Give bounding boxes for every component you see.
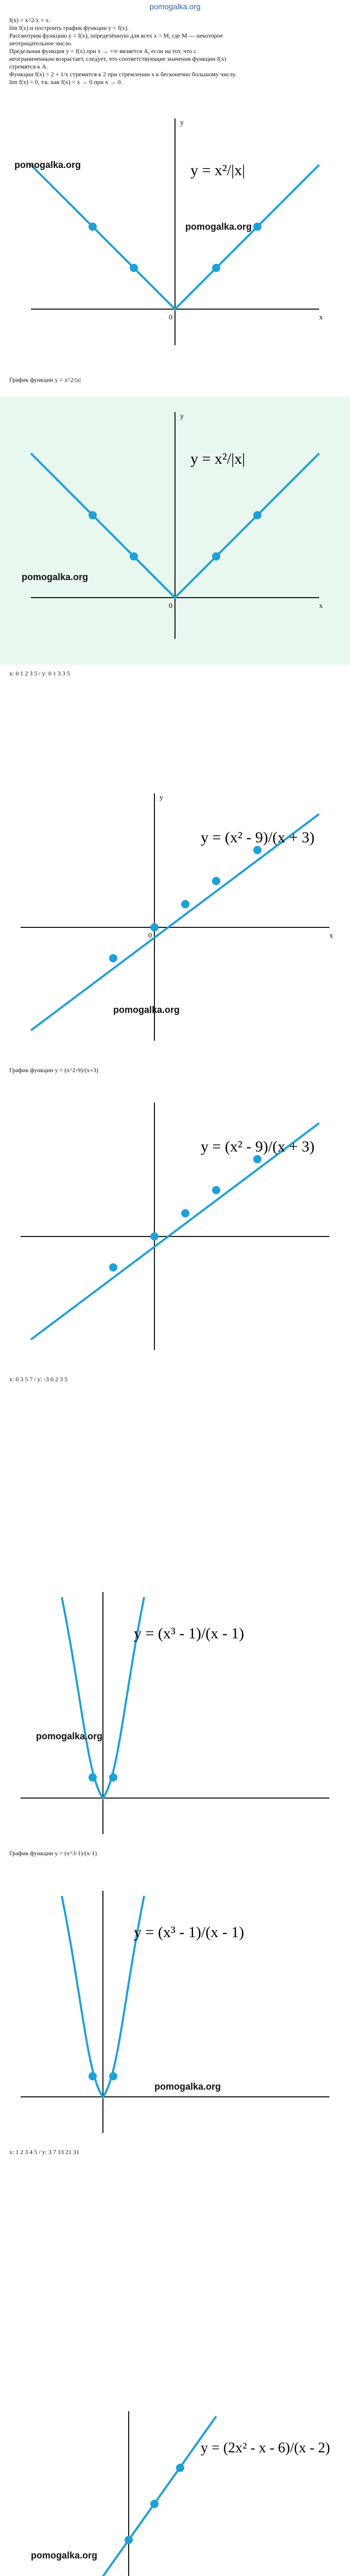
line-4: неотрицательное число.: [9, 40, 73, 47]
point-c: [212, 264, 220, 272]
graph-4: [0, 1082, 350, 1370]
svg-text:y = (2x² - x - 6)/(x - 2): y = (2x² - x - 6)/(x - 2): [201, 2440, 330, 2456]
line-3: Рассмотрим функцию y = f(x), определённую для всех x > M, где M — некоторое: [9, 32, 223, 39]
svg-text:y = (x³ - 1)/(x - 1): y = (x³ - 1)/(x - 1): [134, 1924, 244, 1941]
line-2: lim f(x) и построить график функции y = f(x).: [9, 24, 129, 31]
graph-7: [0, 2396, 350, 2576]
site-link[interactable]: pomogalka.org: [149, 3, 201, 11]
graph-1-svg: [0, 103, 350, 371]
watermark-2: pomogalka.org: [185, 222, 252, 232]
graph-3-caption: График функции y = (x^2-9)/(x+3): [9, 1066, 99, 1074]
line-6: неограниченным возрастает, следует, что соответствующие значения функции f(x): [9, 55, 226, 62]
svg-text:y: y: [180, 413, 184, 420]
graph-7-svg: [0, 2396, 350, 2576]
intro-text: [9, 16, 341, 86]
graph-1-formula: y = x²/|x|: [190, 162, 246, 179]
watermark-4: pomogalka.org: [113, 1005, 180, 1015]
svg-text:y = x²/|x|: y = x²/|x|: [190, 450, 246, 467]
graph-4-caption: x: 0 3 5 7 / y: -3 0 2 3 5: [9, 1376, 67, 1383]
watermark-6: pomogalka.org: [154, 2081, 221, 2092]
watermark-7: pomogalka.org: [31, 2550, 98, 2561]
svg-text:x: x: [319, 602, 323, 610]
svg-text:y = (x³ - 1)/(x - 1): y = (x³ - 1)/(x - 1): [134, 1625, 244, 1642]
point-a: [89, 223, 97, 231]
watermark-3: pomogalka.org: [22, 572, 89, 582]
graph-5: [0, 1577, 350, 1844]
svg-text:0: 0: [169, 602, 172, 610]
line-5: Предельная функция y = f(x) при x → +∞ является A, если на тот, что с: [9, 47, 197, 55]
graph-5-caption: График функции y = (x^3-1)/(x-1): [9, 1850, 97, 1857]
graph-6: [0, 1875, 350, 2143]
y-label: y: [180, 119, 184, 127]
graph-5-svg: [0, 1577, 350, 1844]
line-9: lim f(x) = 0, т.к. как f(x) = x → 0 при x → 0.: [9, 78, 122, 86]
graph-3: [0, 773, 350, 1061]
line-1: f(x) = x^2/x = x.: [9, 16, 50, 24]
graph-6-caption: x: 1 2 3 4 5 / y: 3 7 13 21 31: [9, 2148, 80, 2156]
svg-text:y = (x² - 9)/(x + 3): y = (x² - 9)/(x + 3): [201, 829, 315, 846]
svg-text:x: x: [329, 932, 333, 940]
graph-4-svg: [0, 1082, 350, 1370]
line-7: стремятся к A.: [9, 63, 48, 70]
svg-text:y: y: [160, 794, 163, 802]
graph-6-svg: [0, 1875, 350, 2143]
graph-2-svg: [0, 397, 350, 665]
point-d: [253, 223, 261, 231]
watermark-5: pomogalka.org: [36, 1731, 103, 1741]
watermark-1: pomogalka.org: [14, 160, 81, 170]
graph-2: [0, 397, 350, 665]
graph-1-caption: График функции y = x^2/|x|: [9, 376, 81, 383]
svg-text:y = (x² - 9)/(x + 3): y = (x² - 9)/(x + 3): [201, 1138, 315, 1155]
point-b: [130, 264, 138, 272]
svg-text:0: 0: [148, 932, 152, 940]
origin-label: 0: [169, 314, 172, 321]
x-label: x: [319, 314, 323, 321]
graph-1: [0, 103, 350, 371]
line-8: Функции f(x) = 2 + 1/x стремится к 2 при стремлении x к бесконечно большому числу.: [9, 71, 237, 78]
graph-2-caption: x: 0 1 2 3 5 / y: 0 1 3 3 5: [9, 670, 71, 677]
graph-3-svg: [0, 773, 350, 1061]
site-header: [0, 0, 350, 14]
